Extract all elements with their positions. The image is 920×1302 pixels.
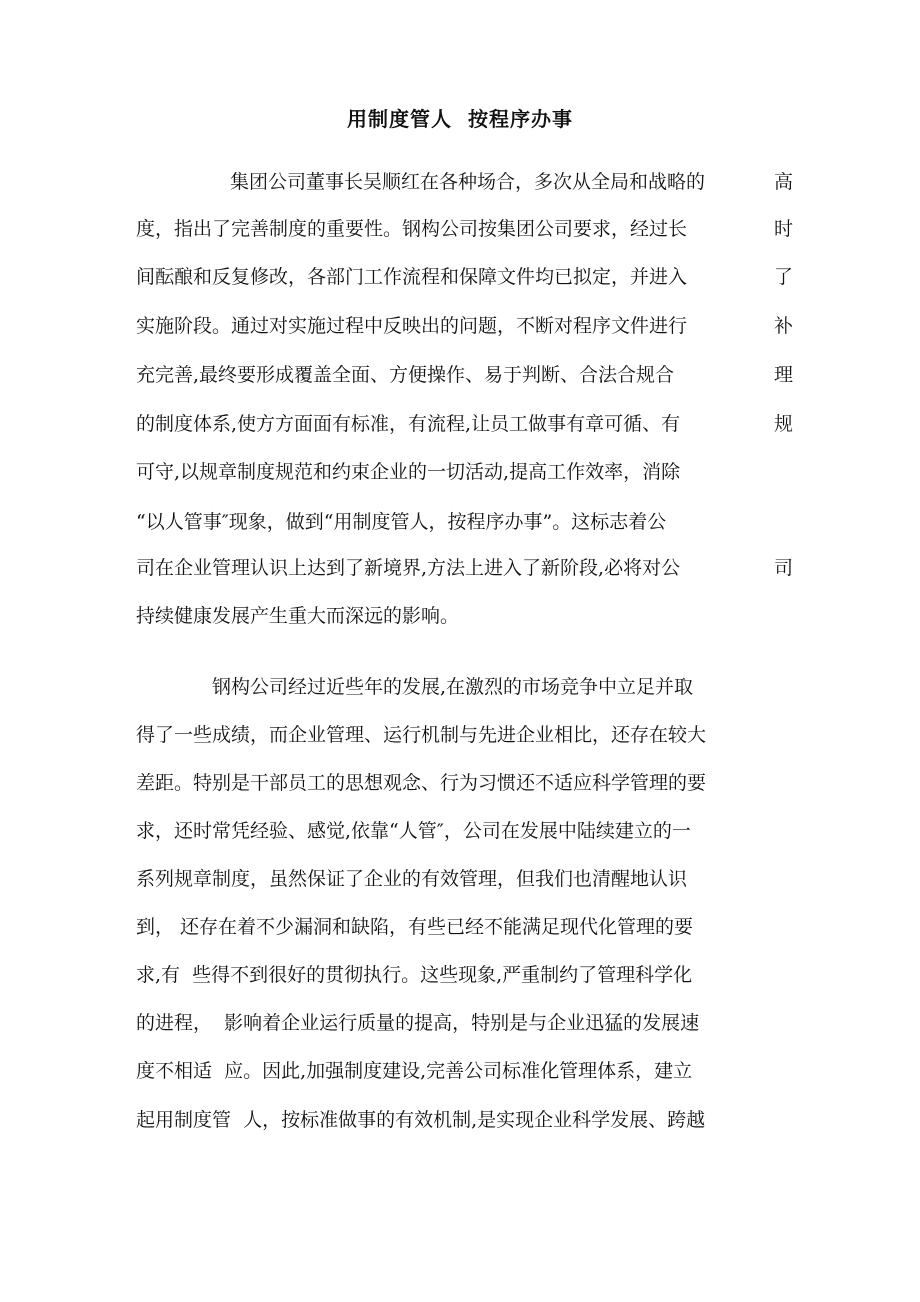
paragraph-line: 钢构公司经过近些年的发展,在激烈的市场竞争中立足并取 [212,676,694,698]
paragraph-line: 得了一些成绩，而企业管理、运行机制与先进企业相比，还存在较大 [136,724,707,746]
line-edge-char: 规 [774,413,794,435]
line-edge-char: 理 [774,364,794,386]
line-edge-char: 司 [774,557,794,579]
paragraph-line: 度不相适 应。因此,加强制度建设,完善公司标准化管理体系，建立 [136,1060,693,1082]
paragraph-line: 的制度体系,使方方面面有标准，有流程,让员工做事有章可循、有 [136,413,681,435]
paragraph-line: 间酝酿和反复修改，各部门工作流程和保障文件均已拟定，并进入 [136,266,688,288]
paragraph-line: 到， 还存在着不少漏洞和缺陷，有些已经不能满足现代化管理的要 [136,916,694,938]
paragraph-line: 差距。特别是干部员工的思想观念、行为习惯还不适应科学管理的要 [136,772,707,794]
paragraph-line: 可守,以规章制度规范和约束企业的一切活动,提高工作效率，消除 [136,461,681,483]
document-title: 用制度管人 按程序办事 [347,107,573,131]
paragraph-line: 司在企业管理认识上达到了新境界,方法上进入了新阶段,必将对公 [136,557,681,579]
line-edge-char: 高 [774,171,794,193]
paragraph-line: 充完善,最终要形成覆盖全面、方便操作、易于判断、合法合规合 [136,364,675,386]
line-edge-char: 了 [774,266,794,288]
line-edge-char: 补 [774,315,794,337]
paragraph-line: 起用制度管 人，按标准做事的有效机制,是实现企业科学发展、跨越 [136,1109,706,1131]
paragraph-line: 系列规章制度，虽然保证了企业的有效管理，但我们也清醒地认识 [136,868,688,890]
paragraph-line: 集团公司董事长吴顺红在各种场合，多次从全局和战略的 [230,171,706,193]
paragraph-line: “以人管事″现象，做到“用制度管人，按程序办事”。这标志着公 [136,511,667,533]
line-edge-char: 时 [774,218,794,240]
paragraph-line: 持续健康发展产生重大而深远的影响。 [136,605,460,627]
paragraph-line: 实施阶段。通过对实施过程中反映出的问题，不断对程序文件进行 [136,315,688,337]
paragraph-line: 求，还时常凭经验、感觉,依靠“人管″，公司在发展中陆续建立的一 [136,820,691,842]
paragraph-line: 的进程， 影响着企业运行质量的提高，特别是与企业迅猛的发展速 [136,1012,700,1034]
paragraph-line: 求,有 些得不到很好的贯彻执行。这些现象,严重制约了管理科学化 [136,964,693,986]
paragraph-line: 度，指出了完善制度的重要性。钢构公司按集团公司要求，经过长 [136,218,688,240]
